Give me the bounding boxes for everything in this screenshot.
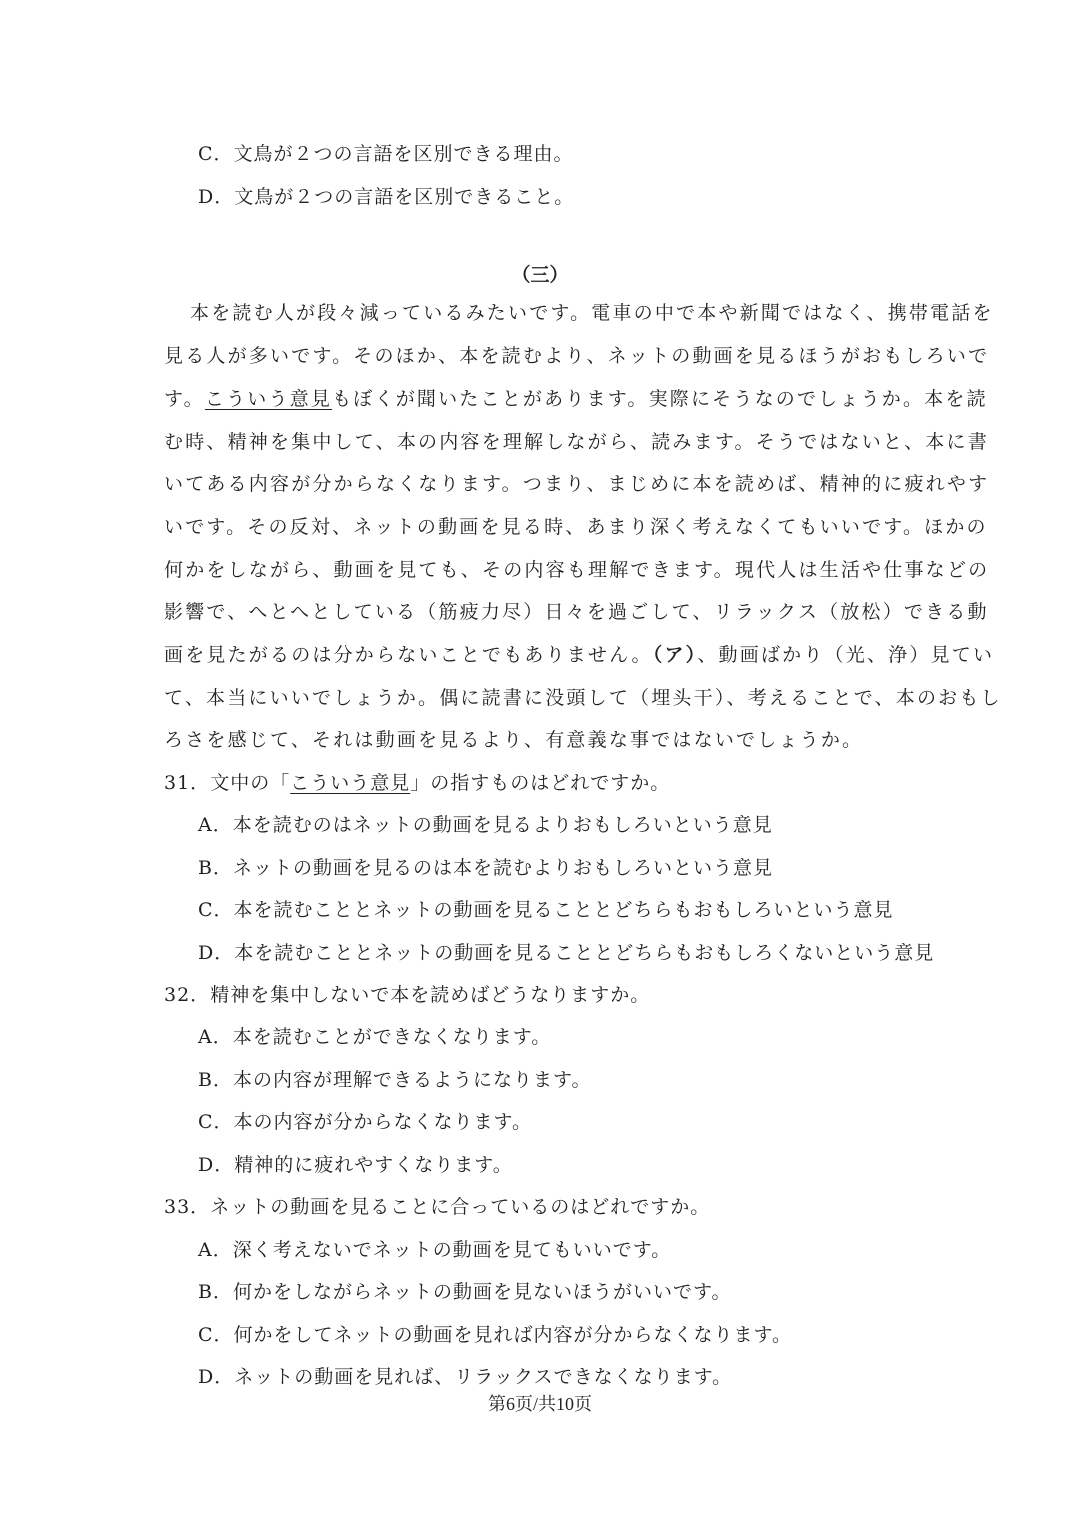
q33-option-d[interactable] bbox=[198, 1364, 732, 1390]
option-letter: B． bbox=[198, 1281, 233, 1303]
q31-option-c[interactable] bbox=[198, 897, 894, 923]
option-text: 本を読むこととネットの動画を見ることとどちらもおもしろくないという意見 bbox=[234, 942, 935, 964]
option-text: 本の内容が分からなくなります。 bbox=[233, 1111, 533, 1133]
option-letter: C． bbox=[198, 899, 234, 921]
passage-line-3 bbox=[164, 386, 988, 412]
q32-option-b[interactable] bbox=[198, 1067, 591, 1093]
option-text: ネットの動画を見れば、リラックスできなくなります。 bbox=[234, 1366, 733, 1388]
q33-option-c[interactable] bbox=[198, 1322, 792, 1348]
option-text: 文鳥が２つの言語を区別できる理由。 bbox=[233, 143, 574, 165]
passage-text: もぼくが聞いたことがあります。実際にそうなのでしょうか。本を読 bbox=[332, 388, 988, 410]
passage-text: 、動画ばかり（光、浄）見てい bbox=[697, 644, 995, 666]
passage-text: 画を見たがるのは分からないことでもありません。 bbox=[164, 644, 653, 666]
option-letter: A． bbox=[198, 1026, 233, 1048]
q32-option-c[interactable] bbox=[198, 1109, 532, 1135]
option-text: 深く考えないでネットの動画を見てもいいです。 bbox=[232, 1239, 672, 1261]
question-number: 31． bbox=[164, 772, 211, 794]
option-text: 本の内容が理解できるようになります。 bbox=[232, 1069, 592, 1091]
question-text: 」の指すものはどれですか。 bbox=[410, 772, 671, 794]
option-letter: D． bbox=[198, 942, 235, 964]
underlined-phrase: こういう意見 bbox=[290, 772, 411, 794]
option-letter: D． bbox=[198, 186, 235, 208]
option-letter: C． bbox=[198, 143, 234, 165]
underlined-phrase: こういう意見 bbox=[204, 388, 333, 410]
passage-line-10: て、本当にいいでしょうか。偶に読書に没頭して（埋头干）、考えることで、本のおもし bbox=[164, 687, 1002, 709]
q33-option-b[interactable] bbox=[198, 1279, 731, 1305]
question-text: ネットの動画を見ることに合っているのはどれですか。 bbox=[210, 1196, 711, 1218]
option-text: 何かをしながらネットの動画を見ないほうがいいです。 bbox=[232, 1281, 732, 1303]
option-letter: C． bbox=[198, 1111, 234, 1133]
question-text: 精神を集中しないで本を読めばどうなりますか。 bbox=[210, 984, 651, 1006]
section-title: （三） bbox=[511, 264, 569, 286]
passage-line-5: いてある内容が分からなくなります。つまり、まじめに本を読めば、精神的に疲れやす bbox=[164, 473, 990, 495]
page-number: 第6页/共10页 bbox=[487, 1394, 592, 1414]
option-letter: A． bbox=[198, 814, 233, 836]
option-text: 精神的に疲れやすくなります。 bbox=[234, 1154, 513, 1176]
q32-option-d[interactable] bbox=[198, 1152, 513, 1178]
question-31 bbox=[164, 770, 670, 796]
passage-line-9 bbox=[164, 642, 994, 668]
question-33 bbox=[164, 1194, 710, 1220]
q32-option-a[interactable] bbox=[198, 1024, 551, 1050]
option-letter: C． bbox=[198, 1324, 234, 1346]
passage-line-4: む時、精神を集中して、本の内容を理解しながら、読みます。そうではないと、本に書 bbox=[164, 431, 989, 453]
q31-option-b[interactable] bbox=[198, 855, 773, 881]
option-text: 本を読むことができなくなります。 bbox=[232, 1026, 552, 1048]
option-text: 何かをしてネットの動画を見れば内容が分からなくなります。 bbox=[233, 1324, 793, 1346]
passage-line-7: 何かをしながら、動画を見ても、その内容も理解できます。現代人は生活や仕事などの bbox=[164, 559, 990, 581]
passage-line-8: 影響で、へとへとしている（筋疲力尽）日々を過ごして、リラックス（放松）できる動 bbox=[164, 601, 989, 623]
passage-line-2: 見る人が多いです。そのほか、本を読むより、ネットの動画を見るほうがおもしろいで bbox=[164, 345, 990, 367]
prev-option-d bbox=[198, 184, 574, 210]
question-number: 32． bbox=[164, 984, 211, 1006]
option-letter: B． bbox=[198, 1069, 233, 1091]
option-letter: D． bbox=[198, 1366, 235, 1388]
option-letter: B． bbox=[198, 857, 233, 879]
option-text: 文鳥が２つの言語を区別できること。 bbox=[234, 186, 575, 208]
option-text: 本を読むのはネットの動画を見るよりおもしろいという意見 bbox=[232, 814, 773, 836]
q31-option-d[interactable] bbox=[198, 940, 934, 966]
q31-option-a[interactable] bbox=[198, 812, 773, 838]
option-letter: D． bbox=[198, 1154, 235, 1176]
question-number: 33． bbox=[164, 1196, 211, 1218]
passage-line-6: いです。その反対、ネットの動画を見る時、あまり深く考えなくてもいいです。ほかの bbox=[164, 516, 988, 538]
blank-marker: （ア） bbox=[652, 644, 698, 666]
option-text: 本を読むこととネットの動画を見ることとどちらもおもしろいという意見 bbox=[233, 899, 894, 921]
passage-line-11: ろさを感じて、それは動画を見るより、有意義な事ではないでしょうか。 bbox=[164, 729, 864, 751]
q33-option-a[interactable] bbox=[198, 1237, 671, 1263]
question-text: 文中の「 bbox=[210, 772, 291, 794]
question-32 bbox=[164, 982, 650, 1008]
passage-line-1: 本を読む人が段々減っているみたいです。電車の中で本や新聞ではなく、携帯電話を bbox=[190, 302, 994, 324]
option-text: ネットの動画を見るのは本を読むよりおもしろいという意見 bbox=[232, 857, 773, 879]
passage-text: す。 bbox=[164, 388, 205, 410]
option-letter: A． bbox=[198, 1239, 233, 1261]
prev-option-c bbox=[198, 141, 574, 167]
